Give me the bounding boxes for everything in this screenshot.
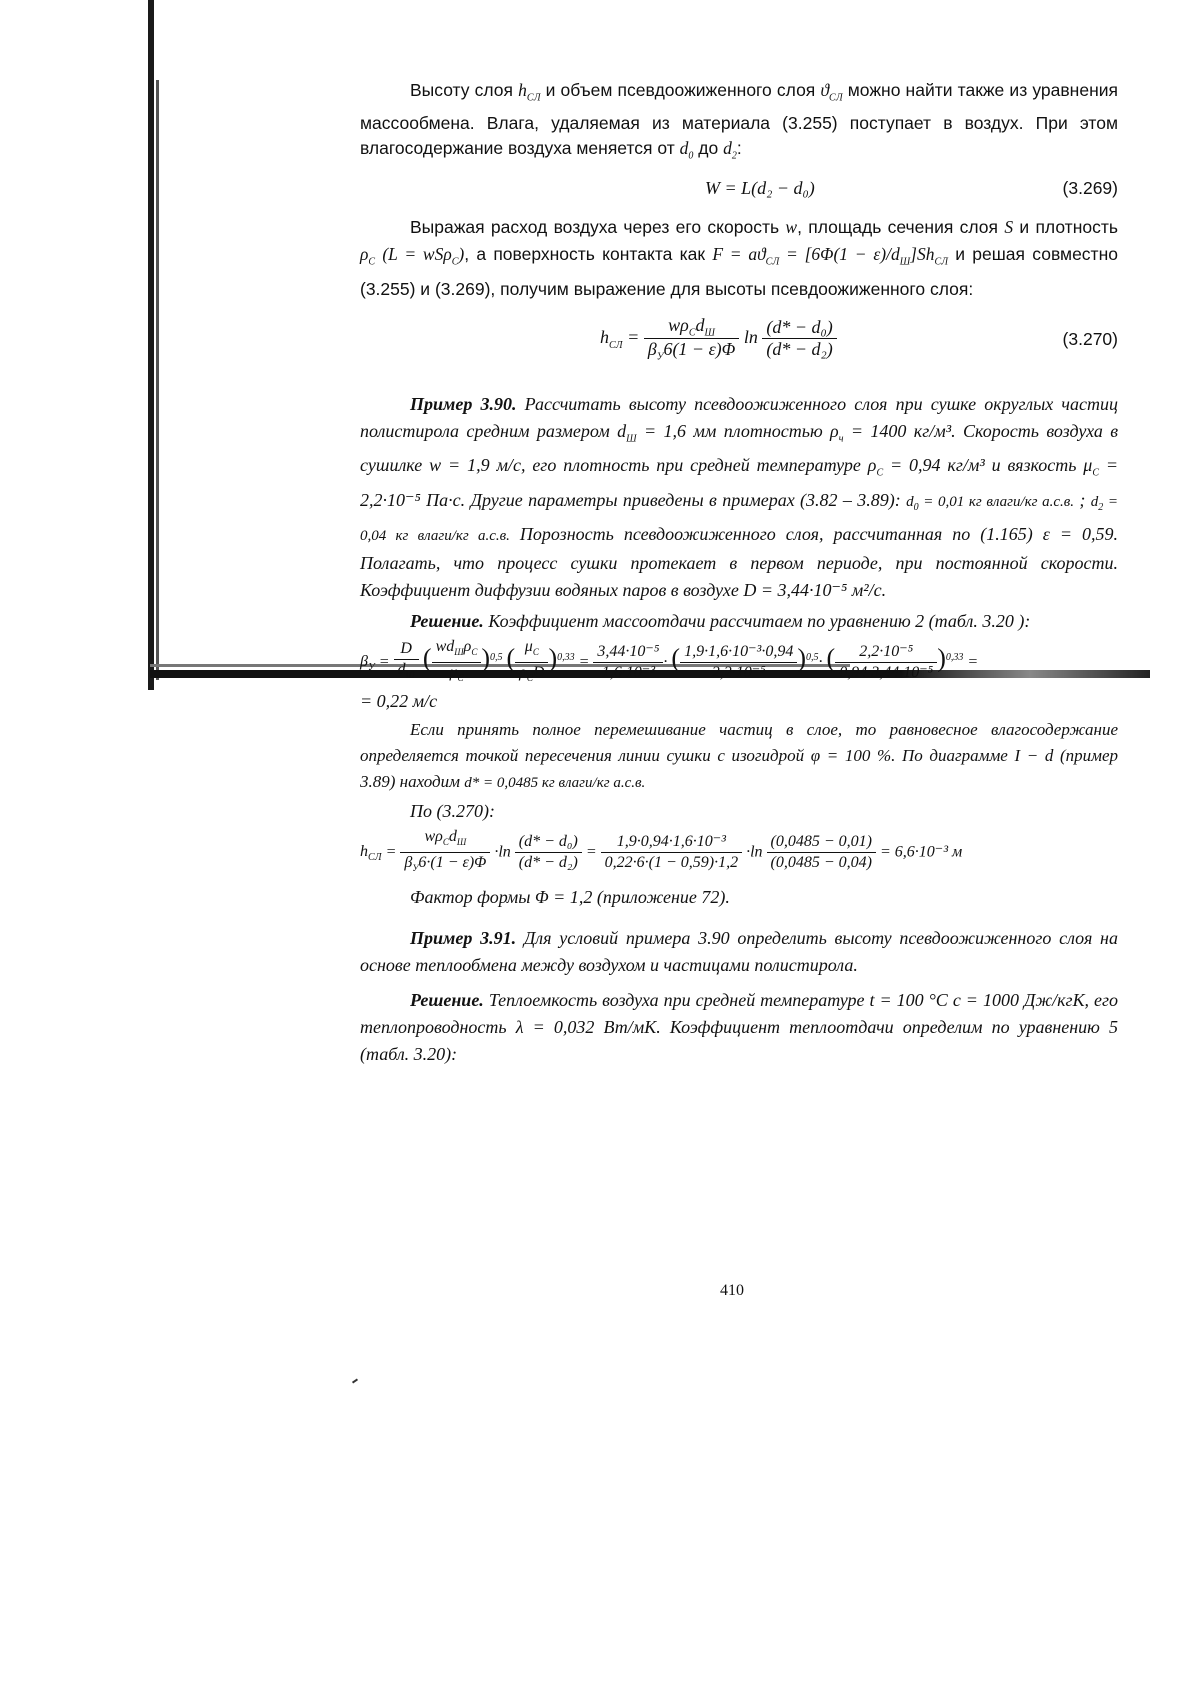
page-content xyxy=(360,78,1140,1068)
solution-title: Решение. xyxy=(410,610,484,631)
page-number: 410 xyxy=(720,1282,744,1299)
equation-formula: $h_{СЛ}$ = $\frac{w\rho_Cd_Ш}{\beta_У6(1 - \varepsilon)\Phi}$ ln $\frac{\text{(d* − d₀)}}{\text{(d* − d₂)}}$ xyxy=(600,315,837,363)
beta-result: = 0,22 м/с xyxy=(360,691,438,712)
equation-number: (3.269) xyxy=(1062,178,1118,198)
example-title: Пример 3.90. xyxy=(410,393,517,414)
equation-h-calculation: $h_{СЛ}$ = $\frac{w\rho_Cd_Ш}{\beta_У6\cdot(1 - \varepsilon)\Phi}$ ·ln $\frac{\text{(d* − d₀)}}{\text{(d* − d₂)}}$ = $\frac{\text{1,9·0,94·1,6·10⁻³}}{0,22\cdot 6\cdot(1 - 0,59)\cdot 1,2}$ ·ln $\frac{(0,0485 - 0,01)}{(0,0485 - 0,04)}$ = 6,6·10⁻³ м xyxy=(360,828,963,874)
solution-3-90-ref: По (3.270): xyxy=(410,801,495,822)
example-3-91: Пример 3.91. Для условий примера 3.90 определить высоту псевдоожиженного слоя на основе теплообмена между воздухом и частицами полистирола. xyxy=(360,928,1118,976)
solution-3-91: Решение. Теплоемкость воздуха при средней температуре t = 100 °C c = 1000 Дж/кгК, его теплопроводность λ = 0,032 Вт/мК. Коэффициент теплоотдачи определим по уравнению 5 (табл. 3.20): xyxy=(360,990,1119,1065)
scan-mark xyxy=(352,1378,358,1383)
solution-title: Решение. xyxy=(410,990,484,1011)
example-title: Пример 3.91. xyxy=(410,928,517,949)
shape-factor-note: Фактор формы Φ = 1,2 (приложение 72). xyxy=(410,887,730,908)
solution-3-90-intro: Решение. Коэффициент массоотдачи рассчитаем по уравнению 2 (табл. 3.20 ): xyxy=(410,610,1031,631)
equation-beta: $\beta_У$ = $\frac{D}{d_Ш}$ ( $\frac{wd_Ш\rho_C}{\mu_C}$ )$^{0,5}$ ( $\frac{\mu_C}{\rho_CD}$ )$^{0,33}$ = $\frac{\text{3,44·10⁻⁵}}{\text{1,6·10⁻³}}$ · ( $\frac{\text{1,9·1,6·10⁻³·0,94}}{\text{2,2·10⁻⁵}}$ )$^{0,5}$· ( $\frac{\text{2,2·10⁻⁵}}{\text{0,94·3,44·10⁻⁵}}$ )$^{0,33}$ = xyxy=(360,637,979,684)
paragraph-derivation: Выражая расход воздуха через его скорость w, площадь сечения слоя S и плотность $\rho_C$ (L = wSρ$_C$), а поверхность контакта как $F = aϑ_{СЛ} = [6\Phi(1 - \varepsilon)/d_Ш]Sh_{СЛ}$ и решая совместно (3.255) и (3.269), получим выражение для высоты псевдоожиженного слоя: xyxy=(360,217,1118,299)
paragraph-intro: Высоту слоя $h_{СЛ}$ и объем псевдоожиженного слоя $ϑ_{СЛ}$ можно найти также из уравнения массообмена. Влага, удаляемая из материала (3.255) поступает в воздух. При этом влагосодержание воздуха меняется от $d_0$ до $d_2$: xyxy=(360,80,1118,161)
equation-3-270 xyxy=(360,311,1140,377)
equation-number: (3.270) xyxy=(1062,328,1118,349)
solution-3-90-equilibrium: Если принять полное перемешивание частиц в слое, то равновесное влагосодержание определяется точкой пересечения линии сушки с изогидрой φ = 100 %. По диаграмме I − d (пример 3.89) находим d* = 0,0485 кг влаги/кг а.с.в. xyxy=(360,720,1119,792)
scan-edge-left xyxy=(148,0,154,690)
example-3-90: Пример 3.90. Рассчитать высоту псевдоожиженного слоя при сушке округлых частиц полистирола средним размером $d_Ш = 1,6$ мм плотностью $\rho_ч = 1400$ кг/м³. Скорость воздуха в сушилке w = 1,9 м/с, его плотность при средней температуре $\rho_C = 0,94$ кг/м³ и вязкость $\mu_C = 2,2\cdot 10^{-5}$ Па·с. Другие параметры приведены в примерах (3.82 – 3.89): $d_0 = 0,01$ кг влаги/кг а.с.в. ; $d_2 = 0,04$ кг влаги/кг а.с.в. Порозность псевдоожиженного слоя, рассчитанная по (1.165) ε = 0,59. Полагать, что процесс сушки протекает в первом периоде, при постоянной скорости. Коэффициент диффузии водяных паров в воздухе D = 3,44·10⁻⁵ м²/с. xyxy=(360,393,1119,600)
scan-edge-left-inner xyxy=(156,80,159,680)
equation-3-269 xyxy=(360,174,1140,208)
equation-formula: W = L(d₂ − d₀) xyxy=(705,178,815,198)
